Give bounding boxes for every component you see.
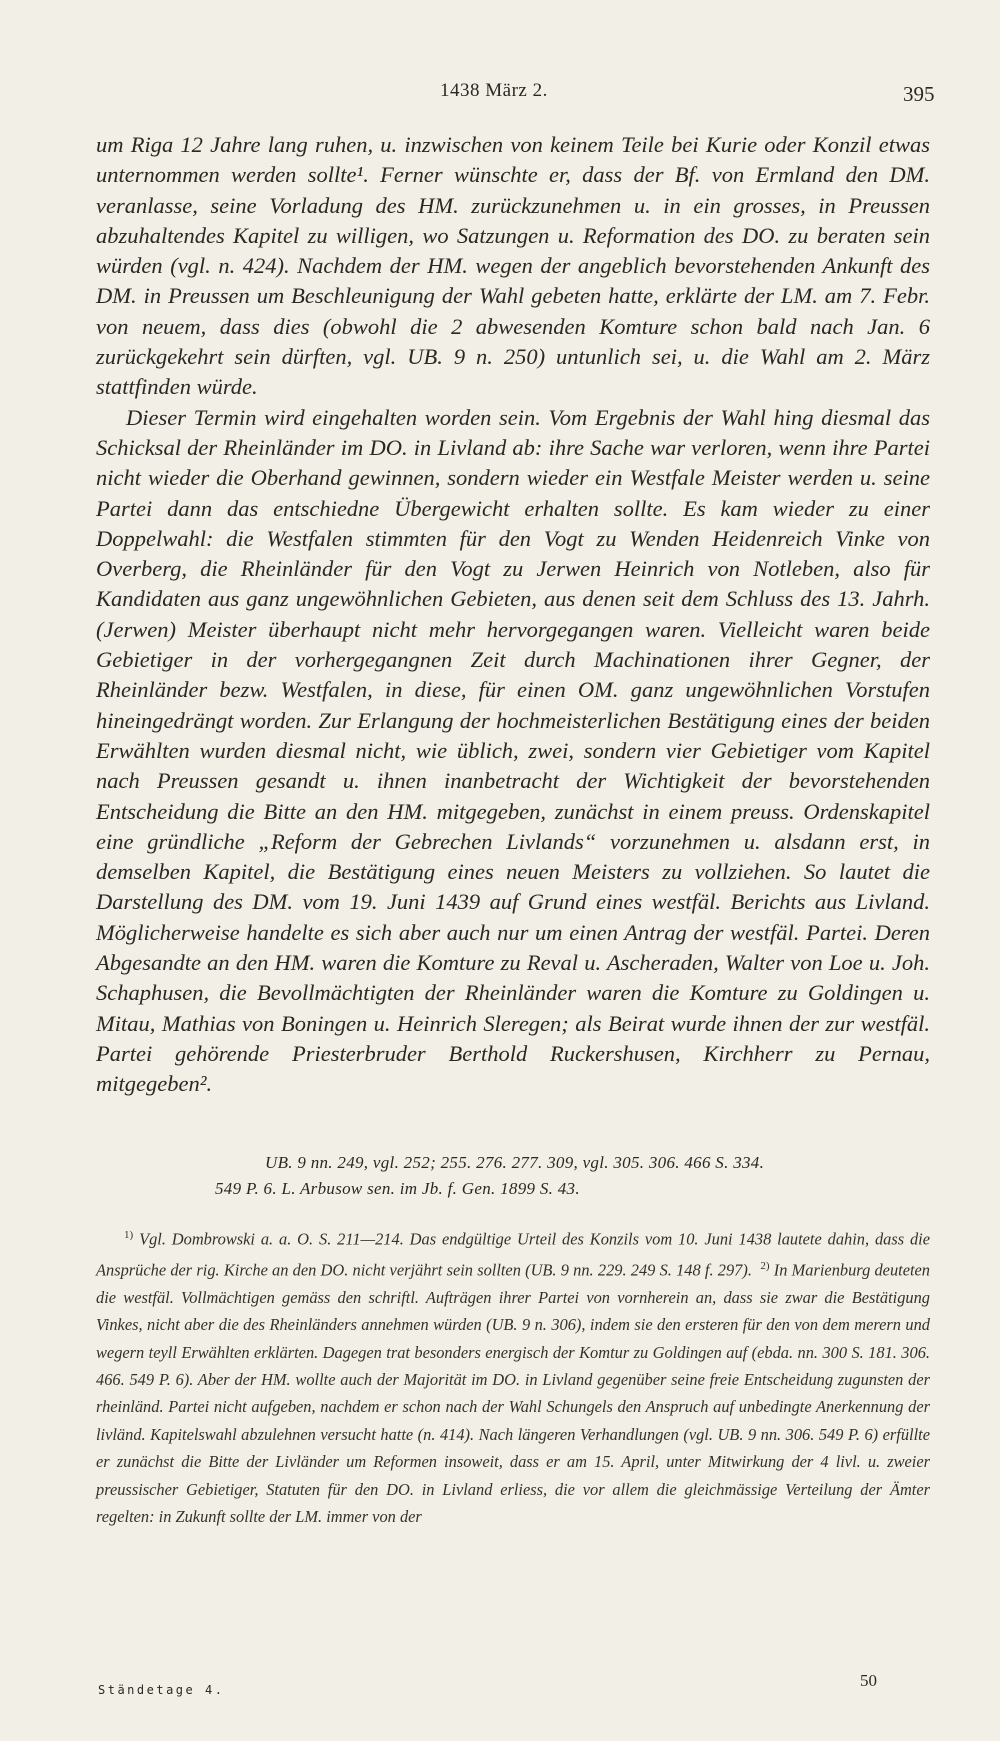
sheet-number: 50 [860, 1671, 877, 1690]
footnote-2-marker: 2) [760, 1259, 770, 1272]
footnote-1-text: Vgl. Dombrowski a. a. O. S. 211—214. Das endgültige Urteil des Konzils vom 10. Juni 1438 lautete dahin, dass die Ansprüche der rig. Kirche an den DO. nicht verjährt sein sollten (UB. 9 nn. 229. 249 S. 148 f. 297). [96, 1229, 930, 1280]
footnote-block [96, 1222, 930, 1530]
printer-signature: Ständetage 4. [98, 1683, 225, 1697]
reference-line-1: UB. 9 nn. 249, vgl. 252; 255. 276. 277. 309, vgl. 305. 306. 466 S. 334. [265, 1153, 765, 1172]
page-header [0, 72, 1000, 112]
footnote-2-text: In Marienburg deuteten die westfäl. Vollmächtigen gemäss den schriftl. Aufträgen ihrer Partei von vornherein an, dass sie zwar die Bestätigung Vinkes, nicht aber die des Rheinländers annehmen würden (UB. 9 n. 306), indem sie den ersteren für den von dem merern und wegern teyll Erwählten erklärten. Dagegen trat besonders energisch der Komtur zu Goldingen auf (ebda. nn. 300 S. 181. 306. 466. 549 P. 6). Aber der HM. wollte auch der Majorität im DO. in Livland gegenüber seine freie Entscheidung zugunsten der rheinländ. Partei nicht aufgeben, nachdem er schon nach der Wahl Schungels den Anspruch auf unbedingte Anerkennung der livländ. Kapitelswahl abzulehnen versucht hatte (n. 414). Nach längeren Verhandlungen (vgl. UB. 9 nn. 306. 549 P. 6) erfüllte er zunächst die Bitte der Livländer um Reformen insoweit, dass er am 15. April, unter Mitwirkung der 4 livl. u. zweier preussischer Gebietiger, Statuten für den DO. in Livland erliess, die vor allem die gleichmässige Verteilung der Ämter regelten: in Zukunft sollte der LM. immer von der [96, 1260, 931, 1526]
footnote-1-marker: 1) [124, 1229, 134, 1241]
main-text [96, 130, 930, 1100]
source-references [215, 1150, 935, 1202]
running-title: 1438 März 2. [440, 80, 548, 101]
body-paragraph-1: um Riga 12 Jahre lang ruhen, u. inzwischen von keinem Teile bei Kurie oder Konzil etwas unternommen werden sollte¹. Ferner wünschte er, dass der Bf. von Ermland den DM. veranlasse, seine Vorladung des HM. zurückzunehmen u. in ein grosses, in Preussen abzuhaltendes Kapitel zu willigen, wo Satzungen u. Reformation des DO. zu beraten sein würden (vgl. n. 424). Nachdem der HM. wegen der angeblich bevorstehenden Ankunft des DM. in Preussen um Beschleunigung der Wahl gebeten hatte, erklärte der LM. am 7. Febr. von neuem, dass dies (obwohl die 2 abwesenden Komture schon bald nach Jan. 6 zurückgekehrt sein dürften, vgl. UB. 9 n. 250) untunlich sei, u. die Wahl am 2. März stattfinden würde. [96, 132, 930, 400]
body-paragraph-2: Dieser Termin wird eingehalten worden sein. Vom Ergebnis der Wahl hing diesmal das Schicksal der Rheinländer im DO. in Livland ab: ihre Sache war verloren, wenn ihre Partei nicht wieder die Oberhand gewinnen, sondern wieder ein Westfale Meister werden u. seine Partei dann das entschiedne Übergewicht erhalten sollte. Es kam wieder zu einer Doppelwahl: die Westfalen stimmten für den Vogt zu Wenden Heidenreich Vinke von Overberg, die Rheinländer für den Vogt zu Jerwen Heinrich von Notleben, also für Kandidaten aus ganz ungewöhnlichen Gebieten, aus denen seit dem Schluss des 13. Jahrh. (Jerwen) Meister überhaupt nicht mehr hervorgegangen waren. Vielleicht waren beide Gebietiger in der vorhergegangnen Zeit durch Machinationen ihrer Gegner, der Rheinländer bezw. Westfalen, in diese, für einen OM. ganz ungewöhnlichen Vorstufen hineingedrängt worden. Zur Erlangung der hochmeisterlichen Bestätigung eines der beiden Erwählten wurden diesmal nicht, wie üblich, zwei, sondern vier Gebietiger vom Kapitel nach Preussen gesandt u. ihnen inanbetracht der Wichtigkeit der bevorstehenden Entscheidung die Bitte an den HM. mitgegeben, zunächst in einem preuss. Ordenskapitel eine gründliche „Reform der Gebrechen Livlands“ vorzunehmen u. alsdann erst, in demselben Kapitel, die Bestätigung eines neuen Meisters zu vollziehen. So lautet die Darstellung des DM. vom 19. Juni 1439 auf Grund eines westfäl. Berichts aus Livland. Möglicherweise handelte es sich aber auch nur um einen Antrag der westfäl. Partei. Deren Abgesandte an den HM. waren die Komture zu Reval u. Ascheraden, Walter von Loe u. Joh. Schaphusen, die Bevollmächtigten der Rheinländer waren die Komture zu Goldingen u. Mitau, Mathias von Boningen u. Heinrich Sleregen; als Beirat wurde ihnen der zur westfäl. Partei gehörende Priesterbruder Berthold Ruckershusen, Kirchherr zu Pernau, mitgegeben². [96, 404, 930, 1097]
reference-line-2: 549 P. 6. L. Arbusow sen. im Jb. f. Gen. 1899 S. 43. [215, 1179, 580, 1198]
footnotes [96, 1222, 930, 1530]
page-number: 395 [903, 82, 935, 106]
